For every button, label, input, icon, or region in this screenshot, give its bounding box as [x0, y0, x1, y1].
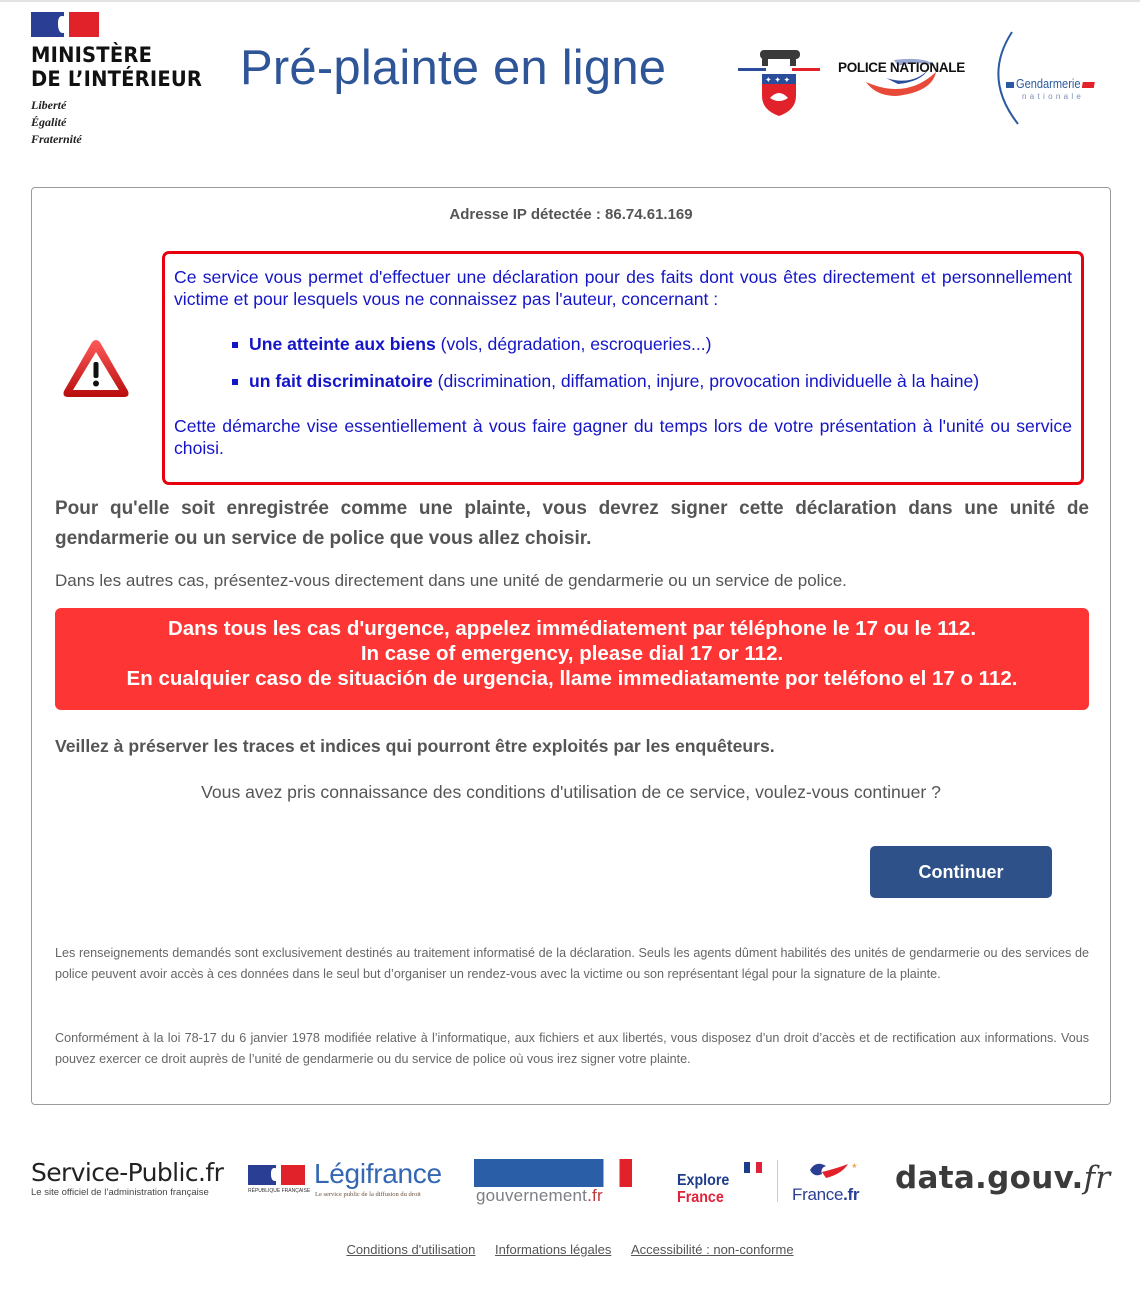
explore-france-logo-link[interactable]: [677, 1162, 767, 1204]
emergency-text-en: In case of emergency, please dial 17 or 112.: [360, 642, 784, 665]
emergency-text-fr: Dans tous les cas d'urgence, appelez immédiatement par téléphone le 17 ou le 112.: [167, 617, 977, 640]
republic-motto: [31, 96, 231, 148]
ministry-logo[interactable]: [31, 12, 231, 148]
logo-divider: [777, 1160, 778, 1202]
motto-liberte: Liberté: [31, 98, 67, 112]
service-notice-box: [162, 251, 1084, 485]
terms-of-use-link[interactable]: Conditions d'utilisation: [346, 1242, 476, 1257]
marianne-flag-icon: [248, 1165, 306, 1185]
prefecture-police-emblem-icon: [738, 46, 820, 118]
prefecture-police-logo: [738, 46, 820, 118]
warning-triangle-icon: [60, 336, 132, 402]
french-flag-icon: [744, 1162, 762, 1173]
legifrance-title: Légifrance: [314, 1158, 442, 1189]
offense-type-title: Une atteinte aux biens: [249, 334, 436, 354]
france-text: France: [677, 1189, 724, 1206]
marianne-profile-icon: [802, 1160, 872, 1186]
police-nationale-text: POLICE NATIONALE: [838, 60, 965, 75]
offense-type-detail: (vols, dégradation, escroqueries...): [435, 334, 712, 354]
gendarmerie-logo: [990, 30, 1110, 128]
service-public-logo-link[interactable]: [31, 1159, 223, 1198]
list-item: [231, 370, 1072, 392]
offense-type-title: un fait discriminatoire: [249, 371, 433, 391]
ministry-name-line1: MINISTÈRE: [31, 43, 153, 67]
continue-question: Vous avez pris connaissance des conditions d'utilisation de ce service, voulez-vous continuer ?: [201, 782, 941, 802]
signature-notice: Pour qu'elle soit enregistrée comme une plainte, vous devrez signer cette déclaration dans une unité de gendarmerie ou un service de police que vous allez choisir.: [55, 498, 1089, 549]
gouvernement-title: gouvernement: [476, 1186, 588, 1205]
emergency-text-es: En cualquier caso de situación de urgencia, llame immediatamente por teléfono el 17 o 112.: [126, 667, 1018, 690]
motto-egalite: Égalité: [31, 115, 67, 129]
explore-text: Explore: [677, 1172, 730, 1189]
page-title: Pré-plainte en ligne: [240, 41, 667, 95]
gouvernement-logo-link[interactable]: [474, 1159, 632, 1207]
gouvernement-tld: .fr: [587, 1186, 603, 1205]
offense-type-list: [174, 333, 1072, 392]
legifrance-logo-link[interactable]: [248, 1158, 453, 1202]
marianne-flag-icon: [31, 12, 99, 37]
ministry-name-line2: DE L’INTÉRIEUR: [31, 67, 203, 91]
cnil-rights-legal-text: Conformément à la loi 78-17 du 6 janvier 1978 modifiée relative à l’informatique, aux fichiers et aux libertés, vous disposez d’un droit d’accès et de rectification aux informations. Vous pouvez exercer ce droit auprès de l’unité de gendarmerie ou du service de police où vous irez signer votre plainte.: [55, 1031, 1089, 1066]
list-item: [231, 333, 1072, 355]
emergency-banner: [55, 608, 1089, 710]
svg-text:✦ ✦ ✦: ✦ ✦ ✦: [765, 75, 791, 85]
data-gouv-logo-link[interactable]: [895, 1160, 1111, 1196]
preserve-evidence-notice: Veillez à préserver les traces et indices qui pourront être exploités par les enquêteurs.: [55, 736, 775, 756]
republique-francaise-text: RÉPUBLIQUE FRANÇAISE: [248, 1188, 311, 1194]
other-cases-text: Dans les autres cas, présentez-vous directement dans une unité de gendarmerie ou un service de police.: [55, 571, 847, 590]
data-gouv-tld: fr: [1083, 1160, 1111, 1196]
site-header: [0, 2, 1140, 172]
legifrance-subtitle: Le service public de la diffusion du droit: [315, 1191, 421, 1198]
legal-information-link[interactable]: Informations légales: [495, 1242, 612, 1257]
police-nationale-logo: [836, 52, 978, 102]
gouvernement-banner-icon: [474, 1159, 632, 1187]
partner-sites-bar: [0, 1152, 1140, 1212]
france-fr-tld: .fr: [843, 1185, 860, 1204]
motto-fraternite: Fraternité: [31, 132, 82, 146]
data-gouv-title: data.gouv.: [895, 1160, 1084, 1196]
service-public-title: Service-Public: [31, 1158, 199, 1187]
notice-outro: Cette démarche vise essentiellement à vous faire gagner du temps lors de votre présentation à l'unité ou service choisi.: [174, 416, 1072, 458]
footer-links: [0, 1242, 1140, 1257]
notice-intro: Ce service vous permet d'effectuer une déclaration pour des faits dont vous êtes directement et personnellement victime et pour lesquels vous ne connaissez pas l'auteur, concernant :: [174, 267, 1072, 309]
data-usage-legal-text: Les renseignements demandés sont exclusivement destinés au traitement informatisé de la déclaration. Seuls les agents dûment habilités des unités de gendarmerie ou des services de police peuvent avoir accès à ces données dans le seul but d’organiser un rendez-vous avec la victime ou son représentant légal pour la signature de la plainte.: [55, 946, 1089, 981]
france-fr-title: France: [792, 1185, 844, 1204]
offense-type-detail: (discrimination, diffamation, injure, provocation individuelle à la haine): [432, 371, 980, 391]
svg-text:*: *: [852, 1161, 857, 1175]
accessibility-link[interactable]: Accessibilité : non-conforme: [630, 1242, 794, 1257]
service-public-tld: .fr: [198, 1158, 224, 1187]
gendarmerie-text: Gendarmerie: [1016, 76, 1081, 91]
france-fr-logo-link[interactable]: [792, 1160, 882, 1206]
nationale-text: nationale: [1022, 92, 1085, 101]
continue-button[interactable]: Continuer: [870, 846, 1052, 898]
main-panel: [31, 187, 1111, 1105]
service-public-subtitle: Le site officiel de l’administration française: [31, 1187, 209, 1198]
ip-address-label: Adresse IP détectée : 86.74.61.169: [449, 206, 693, 223]
